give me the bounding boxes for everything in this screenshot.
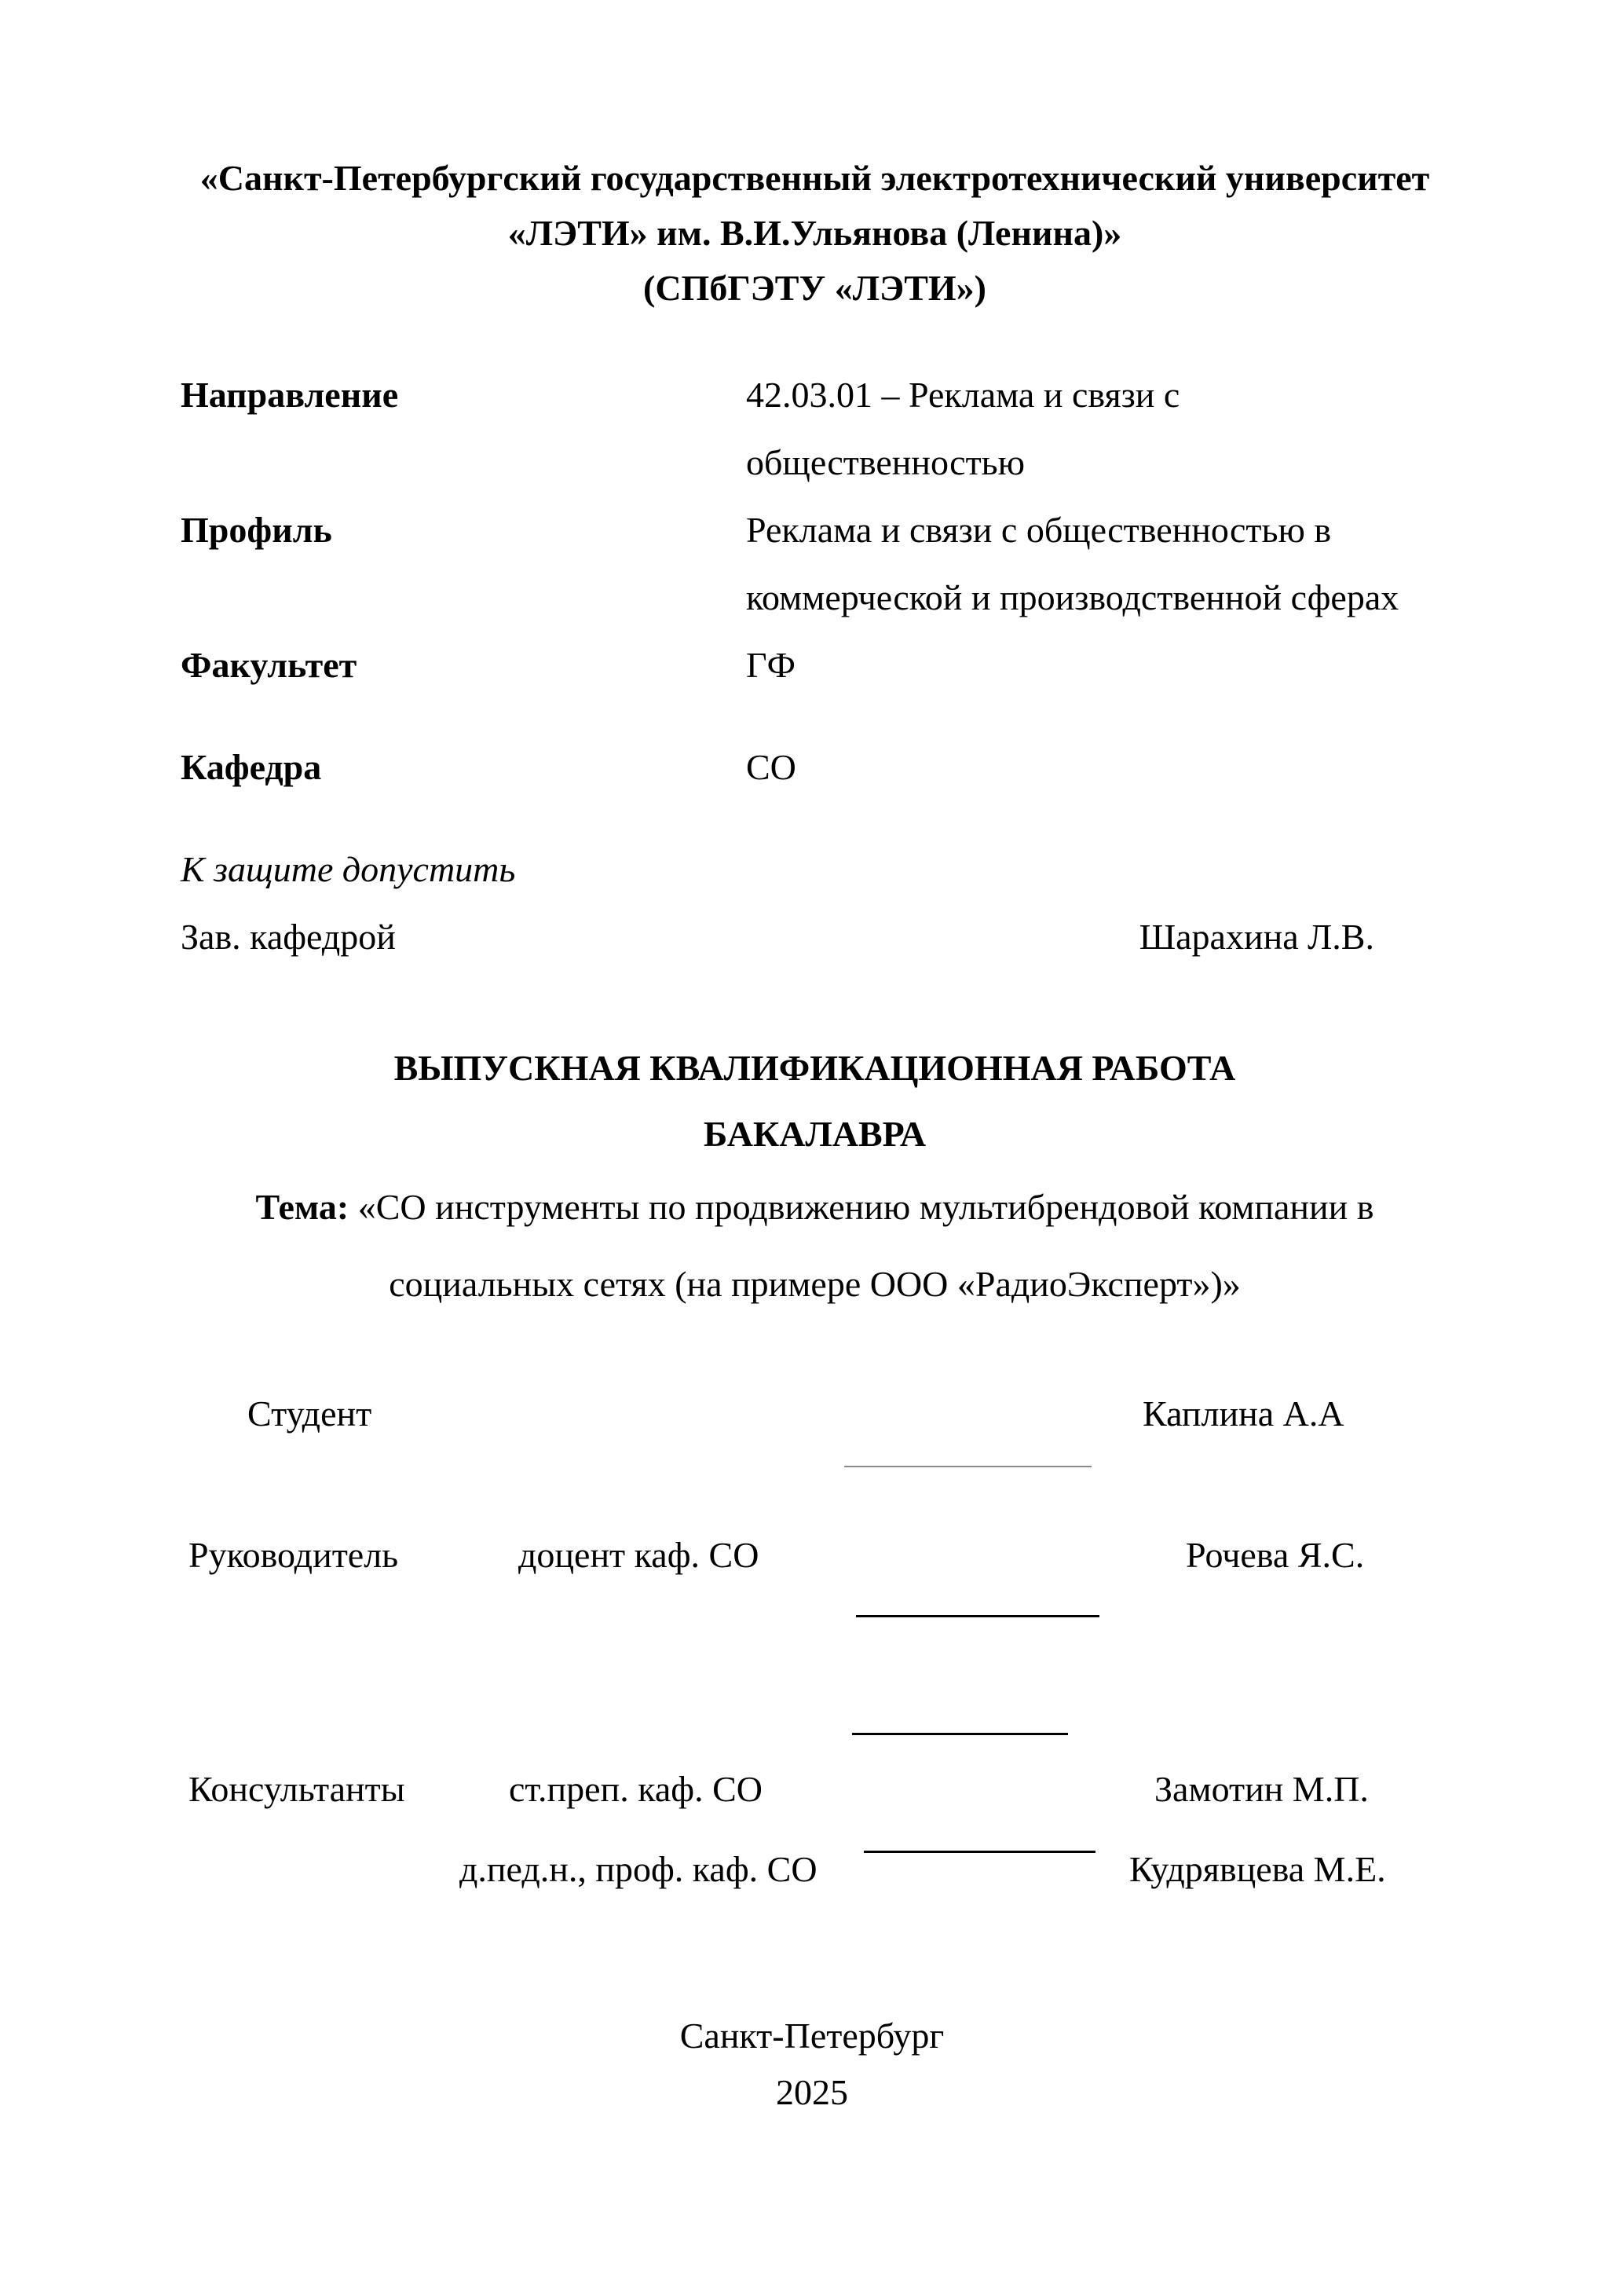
university-name-line1: «Санкт-Петербургский государственный электротехнический университет	[199, 158, 1430, 198]
head-of-department-name: Шарахина Л.В.	[1139, 917, 1374, 957]
department-label: Кафедра	[181, 747, 322, 787]
admission-note: К защите допустить	[181, 849, 516, 889]
field-row-direction	[181, 361, 1449, 496]
topic	[181, 1169, 1449, 1323]
student-signature-line	[844, 1466, 1092, 1467]
direction-value: 42.03.01 – Реклама и связи с общественностью	[746, 375, 1180, 482]
supervisor-signature-line	[856, 1615, 1099, 1617]
student-role-label: Студент	[247, 1393, 372, 1434]
field-row-faculty	[181, 632, 1449, 699]
consultant-signature-line	[864, 1851, 1095, 1853]
supervisor-role-label: Руководитель	[188, 1535, 399, 1575]
head-of-department-label: Зав. кафедрой	[181, 917, 396, 957]
direction-label: Направление	[181, 375, 399, 415]
consultant2-name: Кудрявцева М.Е.	[1129, 1849, 1386, 1889]
year: 2025	[776, 2072, 848, 2112]
field-row-profile	[181, 496, 1449, 632]
university-abbreviation: (СПбГЭТУ «ЛЭТИ»)	[643, 268, 986, 308]
supervisor-position: доцент каф. СО	[518, 1535, 759, 1575]
extra-signature-line	[852, 1733, 1068, 1735]
program-fields	[181, 361, 1449, 801]
consultant1-position: ст.преп. каф. СО	[509, 1769, 763, 1809]
profile-label: Профиль	[181, 510, 332, 550]
work-title-line1: ВЫПУСКНАЯ КВАЛИФИКАЦИОННАЯ РАБОТА	[393, 1048, 1236, 1088]
faculty-label: Факультет	[181, 645, 357, 685]
supervisor-name: Рочева Я.С.	[1186, 1535, 1365, 1575]
work-title	[181, 1035, 1449, 1167]
footer	[0, 2008, 1624, 2121]
consultants-role-label: Консультанты	[188, 1769, 405, 1809]
consultant2-position: д.пед.н., проф. каф. СО	[459, 1849, 817, 1889]
topic-text: «СО инструменты по продвижению мультибрендовой компании в социальных сетях (на примере ООО «РадиоЭксперт»)»	[357, 1187, 1374, 1304]
university-name-line2: «ЛЭТИ» им. В.И.Ульянова (Ленина)»	[507, 213, 1122, 253]
topic-label: Тема:	[255, 1187, 349, 1227]
department-value: СО	[746, 747, 796, 787]
faculty-value: ГФ	[746, 645, 796, 685]
consultant1-name: Замотин М.П.	[1154, 1769, 1369, 1809]
admission-row	[181, 903, 1449, 971]
profile-value: Реклама и связи с общественностью в коммерческой и производственной сферах	[746, 510, 1399, 617]
city: Санкт-Петербург	[679, 2016, 945, 2056]
student-name: Каплина А.А	[1143, 1393, 1344, 1434]
field-row-department	[181, 734, 1449, 801]
work-title-line2: БАКАЛАВРА	[703, 1114, 927, 1154]
university-header	[181, 151, 1449, 316]
